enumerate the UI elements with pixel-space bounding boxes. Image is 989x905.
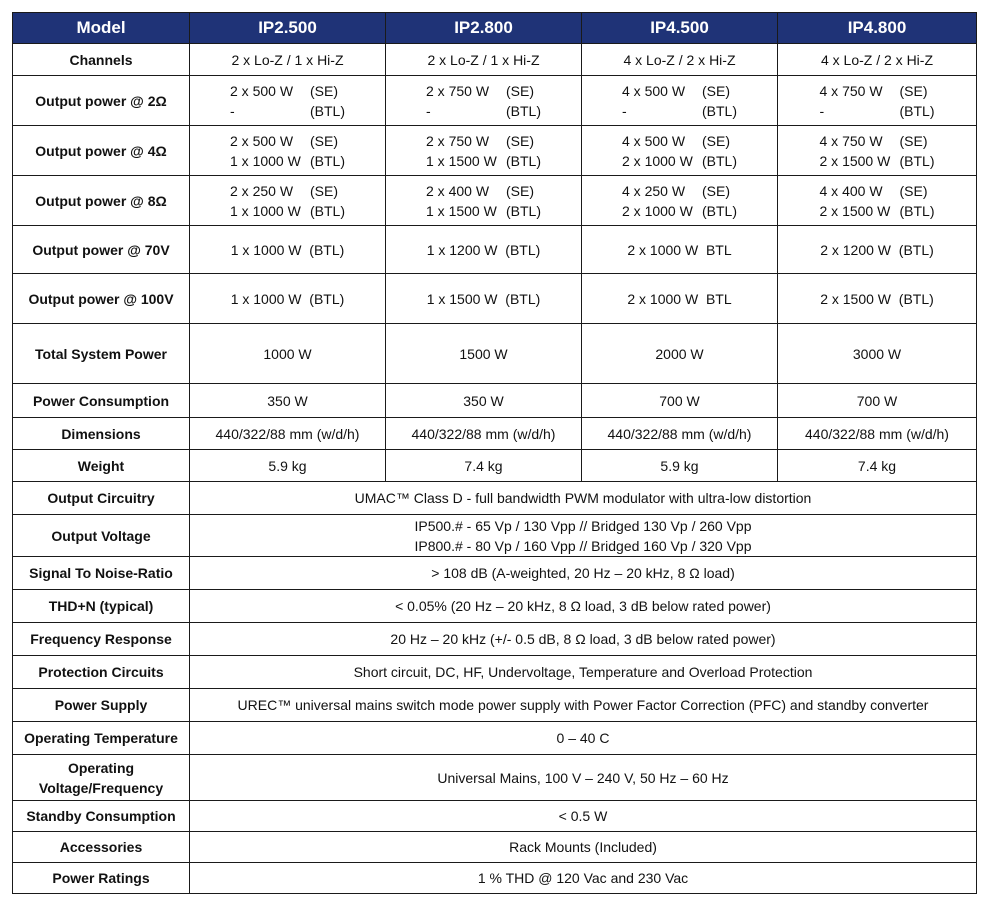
mode: (BTL) <box>310 152 345 169</box>
cell: 1000 W <box>190 324 386 384</box>
value: 2 x 1000 W <box>622 202 693 219</box>
spec-table <box>12 12 977 894</box>
cell <box>582 176 778 226</box>
row-operating-temperature <box>13 722 977 755</box>
row-label: Output power @ 2Ω <box>13 76 190 126</box>
cell: 1 x 1000 W (BTL) <box>190 274 386 324</box>
row-label: Output Voltage <box>13 515 190 557</box>
value: 4 x 500 W <box>622 82 686 99</box>
cell: UMAC™ Class D - full bandwidth PWM modulator with ultra-low distortion <box>190 482 977 515</box>
row-label: Channels <box>13 44 190 76</box>
value: 2 x 1500 W <box>819 152 891 169</box>
value: 4 x 500 W <box>622 132 686 149</box>
row-label-line: Operating <box>67 759 135 776</box>
row-label <box>13 755 190 801</box>
mode: (BTL) <box>899 102 935 119</box>
mode: (BTL) <box>702 152 737 169</box>
row-output-power-8ohm <box>13 176 977 226</box>
row-output-power-100v <box>13 274 977 324</box>
value: 4 x 750 W <box>819 132 883 149</box>
cell <box>190 126 386 176</box>
line: IP500.# - 65 Vp / 130 Vpp // Bridged 130 Vp / 260 Vpp <box>414 517 752 534</box>
row-snr <box>13 557 977 590</box>
cell: 440/322/88 mm (w/d/h) <box>190 418 386 450</box>
row-label: Total System Power <box>13 324 190 384</box>
mode: (BTL) <box>506 102 541 119</box>
cell: 5.9 kg <box>582 450 778 482</box>
cell <box>386 126 582 176</box>
row-output-power-2ohm <box>13 76 977 126</box>
row-label-line: Voltage/Frequency <box>38 779 164 796</box>
cell <box>190 76 386 126</box>
value: 1 x 1000 W <box>230 152 301 169</box>
cell: 2 x 1000 W BTL <box>582 274 778 324</box>
header-ip4-500: IP4.500 <box>582 13 778 44</box>
cell: > 108 dB (A-weighted, 20 Hz – 20 kHz, 8 Ω load) <box>190 557 977 590</box>
mode: (SE) <box>702 132 730 149</box>
value: 2 x 750 W <box>426 132 490 149</box>
cell: 1 % THD @ 120 Vac and 230 Vac <box>190 863 977 894</box>
value: 4 x 250 W <box>622 182 686 199</box>
row-label: Signal To Noise-Ratio <box>13 557 190 590</box>
value: - <box>426 102 431 119</box>
row-label: Power Consumption <box>13 384 190 418</box>
row-accessories <box>13 832 977 863</box>
mode: (SE) <box>899 82 928 99</box>
row-frequency-response <box>13 623 977 656</box>
cell: 2000 W <box>582 324 778 384</box>
value: 4 x 750 W <box>819 82 883 99</box>
cell: 2 x Lo-Z / 1 x Hi-Z <box>190 44 386 76</box>
row-label: Output power @ 70V <box>13 226 190 274</box>
value: 2 x 1500 W <box>819 202 891 219</box>
mode: (SE) <box>310 182 338 199</box>
row-label: Power Supply <box>13 689 190 722</box>
cell: 1500 W <box>386 324 582 384</box>
cell: 20 Hz – 20 kHz (+/- 0.5 dB, 8 Ω load, 3 dB below rated power) <box>190 623 977 656</box>
row-label: Operating Temperature <box>13 722 190 755</box>
row-label: Power Ratings <box>13 863 190 894</box>
row-dimensions <box>13 418 977 450</box>
value: 2 x 250 W <box>230 182 294 199</box>
row-label: Frequency Response <box>13 623 190 656</box>
value: 2 x 1000 W <box>622 152 693 169</box>
cell: 1 x 1200 W (BTL) <box>386 226 582 274</box>
cell: 2 x Lo-Z / 1 x Hi-Z <box>386 44 582 76</box>
header-ip2-800: IP2.800 <box>386 13 582 44</box>
row-label: Weight <box>13 450 190 482</box>
mode: (BTL) <box>506 202 541 219</box>
row-output-power-70v <box>13 226 977 274</box>
row-operating-voltage-frequency <box>13 755 977 801</box>
row-output-power-4ohm <box>13 126 977 176</box>
cell: Rack Mounts (Included) <box>190 832 977 863</box>
cell <box>582 126 778 176</box>
cell: 4 x Lo-Z / 2 x Hi-Z <box>582 44 778 76</box>
cell: 1 x 1500 W (BTL) <box>386 274 582 324</box>
cell: 4 x Lo-Z / 2 x Hi-Z <box>778 44 977 76</box>
row-total-system-power <box>13 324 977 384</box>
row-standby-consumption <box>13 801 977 832</box>
cell <box>778 176 977 226</box>
mode: (BTL) <box>310 202 345 219</box>
row-label: Standby Consumption <box>13 801 190 832</box>
row-power-consumption <box>13 384 977 418</box>
value: 1 x 1500 W <box>426 202 497 219</box>
cell: 440/322/88 mm (w/d/h) <box>778 418 977 450</box>
cell: UREC™ universal mains switch mode power supply with Power Factor Correction (PFC) and standby converter <box>190 689 977 722</box>
cell <box>778 126 977 176</box>
value: - <box>819 102 825 119</box>
cell: 7.4 kg <box>778 450 977 482</box>
cell <box>582 76 778 126</box>
row-power-ratings <box>13 863 977 894</box>
cell <box>190 515 977 557</box>
header-ip2-500: IP2.500 <box>190 13 386 44</box>
value: 4 x 400 W <box>819 182 883 199</box>
row-output-circuitry <box>13 482 977 515</box>
value: 2 x 400 W <box>426 182 490 199</box>
mode: (SE) <box>310 132 338 149</box>
row-thd <box>13 590 977 623</box>
row-label: Accessories <box>13 832 190 863</box>
cell: < 0.05% (20 Hz – 20 kHz, 8 Ω load, 3 dB below rated power) <box>190 590 977 623</box>
mode: (BTL) <box>506 152 541 169</box>
value: 2 x 500 W <box>230 82 294 99</box>
value: - <box>230 102 235 119</box>
mode: (BTL) <box>702 202 737 219</box>
row-label: Output power @ 100V <box>13 274 190 324</box>
cell: 0 – 40 C <box>190 722 977 755</box>
value: 1 x 1000 W <box>230 202 301 219</box>
mode: (SE) <box>899 132 928 149</box>
cell: 3000 W <box>778 324 977 384</box>
mode: (BTL) <box>899 202 935 219</box>
cell: 5.9 kg <box>190 450 386 482</box>
cell: Short circuit, DC, HF, Undervoltage, Temperature and Overload Protection <box>190 656 977 689</box>
mode: (BTL) <box>899 152 935 169</box>
line: IP800.# - 80 Vp / 160 Vpp // Bridged 160 Vp / 320 Vpp <box>414 537 752 554</box>
cell <box>386 76 582 126</box>
mode: (SE) <box>702 82 730 99</box>
cell <box>386 176 582 226</box>
mode: (BTL) <box>310 102 345 119</box>
row-label: Output Circuitry <box>13 482 190 515</box>
cell: 2 x 1200 W (BTL) <box>778 226 977 274</box>
row-protection <box>13 656 977 689</box>
cell <box>190 176 386 226</box>
row-label: Dimensions <box>13 418 190 450</box>
row-channels <box>13 44 977 76</box>
row-label: THD+N (typical) <box>13 590 190 623</box>
cell: 2 x 1000 W BTL <box>582 226 778 274</box>
header-ip4-800: IP4.800 <box>778 13 977 44</box>
cell: 2 x 1500 W (BTL) <box>778 274 977 324</box>
mode: (SE) <box>506 182 534 199</box>
value: - <box>622 102 627 119</box>
mode: (SE) <box>899 182 928 199</box>
row-weight <box>13 450 977 482</box>
mode: (SE) <box>506 132 534 149</box>
value: 1 x 1500 W <box>426 152 497 169</box>
cell: 700 W <box>582 384 778 418</box>
cell: 440/322/88 mm (w/d/h) <box>386 418 582 450</box>
row-label: Protection Circuits <box>13 656 190 689</box>
value: 2 x 750 W <box>426 82 490 99</box>
cell: 700 W <box>778 384 977 418</box>
mode: (SE) <box>310 82 338 99</box>
cell: 350 W <box>190 384 386 418</box>
header-model: Model <box>13 13 190 44</box>
header-row <box>13 13 977 44</box>
row-output-voltage <box>13 515 977 557</box>
cell: 1 x 1000 W (BTL) <box>190 226 386 274</box>
value: 2 x 500 W <box>230 132 294 149</box>
row-power-supply <box>13 689 977 722</box>
cell: 350 W <box>386 384 582 418</box>
row-label: Output power @ 8Ω <box>13 176 190 226</box>
cell <box>778 76 977 126</box>
cell: < 0.5 W <box>190 801 977 832</box>
mode: (SE) <box>506 82 534 99</box>
cell: 7.4 kg <box>386 450 582 482</box>
mode: (SE) <box>702 182 730 199</box>
row-label: Output power @ 4Ω <box>13 126 190 176</box>
cell: 440/322/88 mm (w/d/h) <box>582 418 778 450</box>
cell: Universal Mains, 100 V – 240 V, 50 Hz – 60 Hz <box>190 755 977 801</box>
mode: (BTL) <box>702 102 737 119</box>
